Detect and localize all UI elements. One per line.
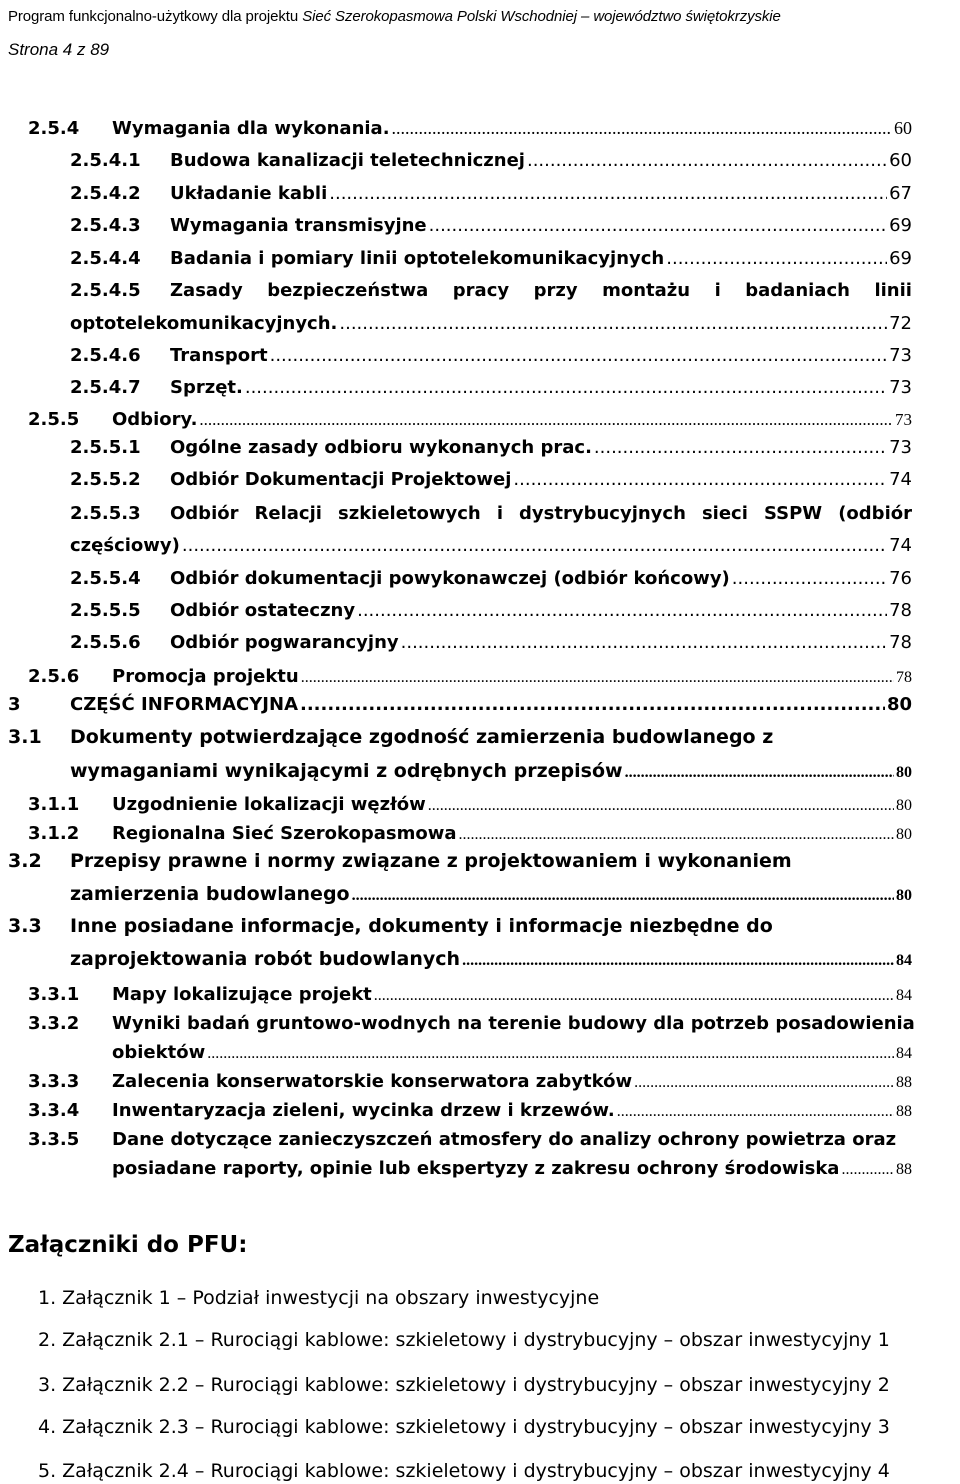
toc-entry-line xyxy=(70,150,912,171)
toc-entry-number: 2.5.6 xyxy=(28,666,80,687)
attachment-item: 4. Załącznik 2.3 – Rurociągi kablowe: szkieletowy i dystrybucyjny – obszar inwestycyjny 3 xyxy=(38,1416,890,1438)
toc-entry-number: 2.5.4.3 xyxy=(70,215,141,236)
toc-entry-title: Odbiór ostateczny xyxy=(170,600,356,621)
toc-entry-line xyxy=(70,437,912,458)
toc-entry-title-cont: wymaganiami wynikającymi z odrębnych przepisów xyxy=(70,760,623,782)
toc-entry-title xyxy=(170,503,912,524)
toc-entry-line xyxy=(8,726,912,748)
leader-dots xyxy=(732,568,887,589)
toc-entry-title: Transport xyxy=(170,345,268,366)
toc-entry-line xyxy=(8,694,912,715)
header-project-line xyxy=(8,8,781,25)
toc-title-word: Relacji xyxy=(254,503,322,524)
leader-dots xyxy=(617,1103,894,1121)
toc-entry-continuation xyxy=(70,883,912,905)
toc-entry-page: 73 xyxy=(895,410,912,429)
toc-entry-page: 78 xyxy=(889,600,912,621)
leader-dots xyxy=(339,313,887,334)
toc-entry-page: 69 xyxy=(889,248,912,269)
toc-entry-title-cont: zamierzenia budowlanego xyxy=(70,883,350,905)
leader-dots xyxy=(300,694,885,715)
toc-entry-number: 2.5.5.5 xyxy=(70,600,141,621)
toc-entry-number: 2.5.4.4 xyxy=(70,248,141,269)
page-header xyxy=(0,0,960,68)
toc-entry-continuation xyxy=(70,535,912,556)
toc-entry-title: Wymagania transmisyjne xyxy=(170,215,427,236)
leader-dots xyxy=(301,669,894,687)
leader-dots xyxy=(527,150,887,171)
attachments-title: Załączniki do PFU: xyxy=(8,1232,248,1258)
toc-entry-page: 80 xyxy=(886,694,912,715)
toc-title-word: pracy xyxy=(452,280,510,301)
toc-title-word: bezpieczeństwa xyxy=(267,280,429,301)
toc-entry-page: 73 xyxy=(889,437,912,458)
toc-entry-title-cont: obiektów xyxy=(112,1042,206,1063)
toc-entry-title: Dane dotyczące zanieczyszczeń atmosfery do analizy ochrony powietrza oraz xyxy=(112,1129,897,1150)
toc-entry-page: 88 xyxy=(896,1161,912,1178)
toc-title-word: Zasady xyxy=(170,280,243,301)
toc-entry-page: 74 xyxy=(889,469,912,490)
toc-entry-continuation xyxy=(70,760,912,782)
toc-entry-title: Wymagania dla wykonania. xyxy=(112,118,390,139)
leader-dots xyxy=(392,118,892,139)
toc-entry-line xyxy=(70,503,912,524)
page-number: Strona 4 z 89 xyxy=(8,40,110,59)
toc-entry-title-cont: posiadane raporty, opinie lub ekspertyzy z zakresu ochrony środowiska xyxy=(112,1158,840,1179)
leader-dots xyxy=(207,1045,894,1063)
toc-entry-continuation xyxy=(112,1042,912,1063)
toc-entry-number: 3.1.1 xyxy=(28,794,80,815)
toc-entry-number: 3.1 xyxy=(8,726,42,748)
toc-entry-line xyxy=(28,1100,912,1121)
toc-entry-title: Odbiór Dokumentacji Projektowej xyxy=(170,469,512,490)
leader-dots xyxy=(401,632,887,653)
toc-entry-page: 78 xyxy=(889,632,912,653)
leader-dots xyxy=(357,600,887,621)
header-project-name: Sieć Szerokopasmowa Polski Wschodniej – województwo świętokrzyskie xyxy=(302,8,781,25)
toc-title-word: sieci xyxy=(701,503,748,524)
toc-entry-title: Regionalna Sieć Szerokopasmowa xyxy=(112,823,457,844)
toc-entry-number: 3 xyxy=(8,694,21,715)
toc-entry-line xyxy=(28,794,912,815)
toc-entry-line xyxy=(70,632,912,653)
toc-entry-number: 2.5.4.2 xyxy=(70,183,141,204)
toc-entry-number: 2.5.5 xyxy=(28,409,80,430)
toc-entry-line xyxy=(70,215,912,236)
toc-entry-page: 72 xyxy=(889,313,912,334)
leader-dots xyxy=(352,887,894,905)
leader-dots xyxy=(329,183,887,204)
leader-dots xyxy=(428,797,894,815)
toc-entry-number: 2.5.4.7 xyxy=(70,377,141,398)
toc-entry-line xyxy=(70,600,912,621)
toc-entry-title: Wyniki badań gruntowo-wodnych na terenie budowy dla potrzeb posadowienia xyxy=(112,1013,915,1034)
attachment-item: 3. Załącznik 2.2 – Rurociągi kablowe: szkieletowy i dystrybucyjny – obszar inwestycyjny 2 xyxy=(38,1374,890,1396)
toc-entry-line xyxy=(28,1013,915,1034)
toc-entry-number: 2.5.4.6 xyxy=(70,345,141,366)
toc-entry-number: 3.3.5 xyxy=(28,1129,80,1150)
toc-entry-title: Zalecenia konserwatorskie konserwatora zabytków xyxy=(112,1071,633,1092)
leader-dots xyxy=(199,410,893,430)
toc-entry-title-cont: zaprojektowania robót budowlanych xyxy=(70,948,461,970)
toc-entry-title: Mapy lokalizujące projekt xyxy=(112,984,372,1005)
leader-dots xyxy=(182,535,887,556)
toc-entry-line xyxy=(70,280,912,301)
toc-entry-page: 60 xyxy=(894,118,912,138)
toc-entry-number: 2.5.5.1 xyxy=(70,437,141,458)
toc-entry-page: 74 xyxy=(889,535,912,556)
toc-entry-number: 3.3 xyxy=(8,915,42,937)
toc-entry-line xyxy=(70,377,912,398)
toc-entry-line xyxy=(70,248,912,269)
toc-entry-continuation xyxy=(70,948,912,970)
toc-title-word: dystrybucyjnych xyxy=(519,503,686,524)
toc-entry-page: 88 xyxy=(896,1074,912,1091)
toc-entry-page: 69 xyxy=(889,215,912,236)
toc-entry-line xyxy=(28,823,912,844)
toc-title-word: SSPW xyxy=(763,503,823,524)
toc-title-word: linii xyxy=(874,280,912,301)
toc-entry-title: Ogólne zasady odbioru wykonanych prac. xyxy=(170,437,592,458)
toc-entry-title xyxy=(170,280,912,301)
toc-entry-number: 3.3.4 xyxy=(28,1100,80,1121)
toc-entry-line xyxy=(8,915,912,937)
leader-dots xyxy=(374,987,894,1005)
toc-entry-title: Odbiór dokumentacji powykonawczej (odbiór końcowy) xyxy=(170,568,730,589)
toc-entry-continuation xyxy=(70,313,912,334)
leader-dots xyxy=(594,437,887,458)
toc-entry-line xyxy=(28,1129,912,1150)
toc-entry-title-cont: optotelekomunikacyjnych. xyxy=(70,313,338,334)
toc-entry-page: 88 xyxy=(896,1103,912,1120)
toc-entry-line xyxy=(8,850,912,872)
toc-entry-number: 3.3.1 xyxy=(28,984,80,1005)
toc-entry-number: 2.5.4 xyxy=(28,118,80,139)
toc-entry-page: 78 xyxy=(896,669,912,686)
toc-entry-line xyxy=(28,984,912,1005)
leader-dots xyxy=(513,469,887,490)
attachment-item: 1. Załącznik 1 – Podział inwestycji na obszary inwestycyjne xyxy=(38,1287,600,1309)
toc-entry-number: 3.1.2 xyxy=(28,823,80,844)
toc-entry-line xyxy=(70,469,912,490)
toc-entry-page: 73 xyxy=(889,345,912,366)
leader-dots xyxy=(429,215,887,236)
toc-title-word: przy xyxy=(533,280,578,301)
attachment-item: 2. Załącznik 2.1 – Rurociągi kablowe: szkieletowy i dystrybucyjny – obszar inwestycyjny 1 xyxy=(38,1329,890,1351)
toc-entry-page: 80 xyxy=(896,797,912,814)
toc-entry-number: 2.5.4.1 xyxy=(70,150,141,171)
leader-dots xyxy=(459,826,894,844)
toc-title-word: i xyxy=(714,280,721,301)
toc-entry-number: 3.2 xyxy=(8,850,42,872)
toc-entry-line xyxy=(28,1071,912,1092)
toc-entry-title: Przepisy prawne i normy związane z projektowaniem i wykonaniem xyxy=(70,850,792,872)
toc-entry-title: CZĘŚĆ INFORMACYJNA xyxy=(70,694,298,715)
toc-entry-title: Badania i pomiary linii optotelekomunikacyjnych xyxy=(170,248,665,269)
attachment-item: 5. Załącznik 2.4 – Rurociągi kablowe: szkieletowy i dystrybucyjny – obszar inwestycyjny 4 xyxy=(38,1460,890,1482)
toc-entry-title: Odbiór pogwarancyjny xyxy=(170,632,399,653)
toc-title-word: (odbiór xyxy=(838,503,912,524)
leader-dots xyxy=(625,764,894,782)
leader-dots xyxy=(634,1074,894,1092)
toc-entry-line xyxy=(70,183,912,204)
toc-entry-number: 3.3.2 xyxy=(28,1013,80,1034)
toc-entry-line xyxy=(28,666,912,687)
toc-title-word: i xyxy=(496,503,503,524)
toc-entry-title: Sprzęt. xyxy=(170,377,243,398)
toc-entry-number: 2.5.4.5 xyxy=(70,280,141,301)
toc-entry-page: 80 xyxy=(896,764,912,781)
toc-entry-title: Układanie kabli xyxy=(170,183,328,204)
toc-entry-page: 84 xyxy=(896,952,912,969)
toc-entry-page: 76 xyxy=(889,568,912,589)
leader-dots xyxy=(841,1161,894,1179)
toc-entry-line xyxy=(70,345,912,366)
toc-entry-page: 60 xyxy=(889,150,912,171)
toc-entry-page: 84 xyxy=(896,987,912,1004)
toc-entry-page: 73 xyxy=(889,377,912,398)
toc-entry-page: 80 xyxy=(896,887,912,904)
toc-entry-number: 2.5.5.2 xyxy=(70,469,141,490)
toc-entry-title: Inwentaryzacja zieleni, wycinka drzew i krzewów. xyxy=(112,1100,615,1121)
leader-dots xyxy=(666,248,887,269)
toc-entry-continuation xyxy=(112,1158,912,1179)
leader-dots xyxy=(270,345,888,366)
toc-title-word: badaniach xyxy=(745,280,850,301)
toc-entry-line xyxy=(70,568,912,589)
toc-entry-title: Uzgodnienie lokalizacji węzłów xyxy=(112,794,426,815)
toc-entry-line xyxy=(28,118,912,139)
toc-entry-number: 2.5.5.3 xyxy=(70,503,141,524)
toc-entry-title: Inne posiadane informacje, dokumenty i informacje niezbędne do xyxy=(70,915,773,937)
toc-title-word: montażu xyxy=(602,280,691,301)
toc-entry-title: Dokumenty potwierdzające zgodność zamierzenia budowlanego z xyxy=(70,726,774,748)
header-prefix: Program funkcjonalno-użytkowy dla projektu xyxy=(8,8,303,25)
toc-entry-title: Odbiory. xyxy=(112,409,198,430)
toc-entry-number: 3.3.3 xyxy=(28,1071,80,1092)
leader-dots xyxy=(245,377,887,398)
toc-entry-line xyxy=(28,409,912,430)
toc-title-word: szkieletowych xyxy=(338,503,481,524)
toc-entry-page: 84 xyxy=(896,1045,912,1062)
toc-entry-number: 2.5.5.4 xyxy=(70,568,141,589)
toc-entry-title: Budowa kanalizacji teletechnicznej xyxy=(170,150,525,171)
leader-dots xyxy=(462,952,894,970)
toc-title-word: Odbiór xyxy=(170,503,239,524)
toc-entry-page: 80 xyxy=(896,826,912,843)
toc-entry-title: Promocja projektu xyxy=(112,666,299,687)
toc-entry-page: 67 xyxy=(889,183,912,204)
toc-entry-title-cont: częściowy) xyxy=(70,535,180,556)
toc-entry-number: 2.5.5.6 xyxy=(70,632,141,653)
